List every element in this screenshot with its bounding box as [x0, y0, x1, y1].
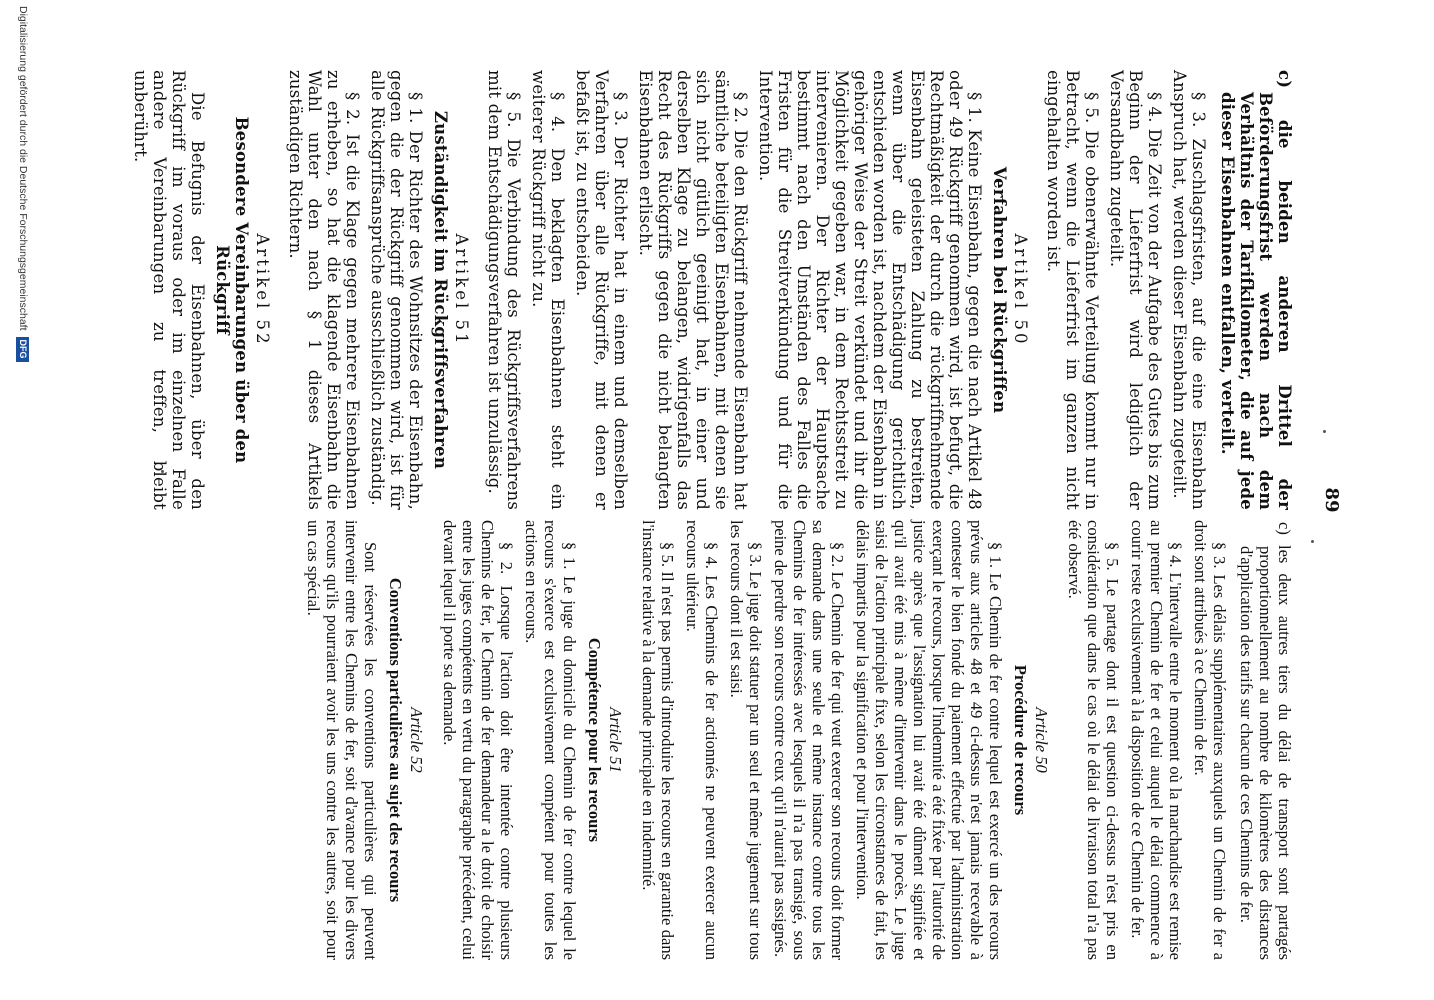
french-paragraph: § 5. Le partage dont il est question ci-dessus n'est pris en considération que dans le cas où le délai de livraison total n'a pas été observé.: [1065, 520, 1122, 960]
french-text-column: [298, 520, 1294, 960]
french-paragraph: § 4. L'intervalle entre le moment où la marchandise est remise au premier Chemin de fer et celui auquel le délai commence à courir reste exclusivement à la disposition de ce Chemin de fer.: [1128, 520, 1185, 960]
french-paragraph: § 5. Il n'est pas permis d'introduire les recours en garantie dans l'instance relative à la demande principale en indemnité.: [639, 520, 677, 960]
german-section-heading: Besondere Vereinbarungen über den Rückgriff: [213, 116, 251, 464]
french-paragraph: § 1. Le Chemin de fer contre lequel est exercé un des recours prévus aux articles 48 et 49 ci-dessus n'est jamais recevable à contester le bien fondé du paiement effectué par l'administration exerçant le recours, lorsque l'indemnité a été fixée par l'autorité de justice après que l'assignation lui avait été dûment signifiée et qu'il avait été mis à même d'intervenir dans le procès. Le juge saisi de l'action principale fixe, selon les circonstances de fait, les délais impartis pour la signification et pour l'intervention.: [853, 520, 1005, 960]
german-section-heading: Verfahren bei Rückgriffen: [990, 166, 1009, 414]
french-paragraph: § 3. Le juge doit statuer par un seul et même jugement sur tous les recours dont il est saisi.: [727, 520, 765, 960]
print-speck: [1323, 430, 1326, 433]
german-paragraph: § 5. Die obenerwähnte Verteilung kommt nur in Betracht, wenn die Lieferfrist im ganzen nicht eingehalten worden ist.: [1044, 70, 1101, 510]
german-paragraph: § 2. Die den Rückgriff nehmende Eisenbahn hat sämtliche beteiligten Eisenbahnen, mit denen sie sich nicht gütlich geeinigt hat, in einer und derselben Klage zu belangen, widrigenfalls das Recht des Rückgriffs gegen die nicht belangten Eisenbahnen erlischt.: [636, 70, 750, 510]
german-paragraph: § 5. Die Verbindung des Rückgriffsverfahrens mit dem Entschädigungsverfahren ist unzulässig.: [485, 70, 523, 510]
french-paragraph: § 2. Le Chemin de fer qui veut exercer son recours doit former sa demande dans une seule et même instance contre tous les Chemins de fer intéressés avec lesquels il n'a pas transigé, sous peine de perdre son recours contre ceux qu'il n'aurait pas assignés.: [771, 520, 847, 960]
french-paragraph: Sont réservées les conventions particulières qui peuvent intervenir entre les Chemins de fer, soit d'avance pour les divers recours qu'ils pourraient avoir les uns contre les autres, soit pour un cas spécial.: [304, 520, 380, 960]
french-paragraph: § 3. Les délais supplémentaires auxquels un Chemin de fer a droit sont attribués à ce Chemin de fer.: [1191, 520, 1229, 960]
digitization-credit: [12, 0, 34, 1000]
french-list-item: c) les deux autres tiers du délai de transport sont partagés proportionnellement au nombre de kilomètres des distances d'application des tarifs sur chacun de ces Chemins de fer.: [1237, 522, 1294, 960]
french-article-number: Article 51: [606, 707, 625, 773]
french-section-heading: Procédure de recours: [1011, 664, 1030, 816]
german-section-heading: Zuständigkeit im Rückgriffsverfahren: [431, 110, 450, 470]
german-paragraph: § 3. Der Richter hat in einem und demselben Verfahren über alle Rückgriffe, mit denen er befaßt ist, zu entscheiden.: [573, 70, 630, 510]
german-article-number: Artikel 52: [253, 233, 272, 347]
french-article-number: Article 50: [1032, 707, 1051, 773]
credit-text: Digitalisierung gefördert durch die Deutsche Forschungsgemeinschaft: [17, 6, 29, 331]
french-paragraph: § 2. Lorsque l'action doit être intentée contre plusieurs Chemins de fer, le Chemin de fer demandeur a le droit de choisir entre les juges compétents en vertu du paragraphe précédent, celui devant lequel il porte sa demande.: [440, 520, 516, 960]
german-paragraph: § 3. Zuschlagsfristen, auf die eine Eisenbahn Anspruch hat, werden dieser Eisenbahn zugeteilt.: [1170, 70, 1208, 510]
print-speck: [1311, 540, 1314, 543]
german-text-column: [125, 70, 1294, 510]
french-paragraph: § 1. Le juge du domicile du Chemin de fer contre lequel le recours s'exerce est exclusivement compétent pour toutes les actions en recours.: [522, 520, 579, 960]
german-paragraph: § 2. Ist die Klage gegen mehrere Eisenbahnen zu erheben, so hat die klagende Eisenbahn die Wahl unter den nach § 1 dieses Artikels zuständigen Richtern.: [286, 70, 362, 510]
french-section-heading: Conventions particulières au sujet des recours: [386, 577, 405, 903]
german-paragraph: § 1. Der Richter des Wohnsitzes der Eisenbahn, gegen die der Rückgriff genommen wird, ist für alle Rückgriffsansprüche ausschließlich zuständig.: [368, 70, 425, 510]
german-list-item: c) die beiden anderen Drittel der Beförderungsfrist werden nach dem Verhältnis der Tarifkilometer, die auf jede dieser Eisenbahnen entfallen, verteilt.: [1218, 70, 1294, 510]
german-paragraph: § 4. Den beklagten Eisenbahnen steht ein weiterer Rückgriff nicht zu.: [529, 70, 567, 510]
french-paragraph: § 4. Les Chemins de fer actionnés ne peuvent exercer aucun recours ultérieur.: [683, 520, 721, 960]
german-paragraph: § 1. Keine Eisenbahn, gegen die nach Artikel 48 oder 49 Rückgriff genommen wird, ist befugt, die Rechtmäßigkeit der durch die rückgriffnehmende Eisenbahn geleisteten Zahlung zu bestreiten, wenn über die Entschädigung gerichtlich entschieden worden ist, nachdem der Eisenbahn in gehöriger Weise der Streit verkündet und ihr die Möglichkeit gegeben war, in dem Rechtsstreit zu intervenieren. Der Richter der Hauptsache bestimmt nach den Umständen des Falles die Fristen für die Streitverkündung und für die Intervention.: [756, 70, 984, 510]
german-article-number: Artikel 50: [1011, 233, 1030, 347]
german-paragraph: Die Befugnis der Eisenbahnen, über den Rückgriff im voraus oder im einzelnen Falle andere Vereinbarungen zu treffen, bleibt unberührt.: [131, 70, 207, 510]
german-paragraph: § 4. Die Zeit von der Aufgabe des Gutes bis zum Beginn der Lieferfrist wird lediglich der Versandbahn zugeteilt.: [1107, 70, 1164, 510]
german-article-number: Artikel 51: [452, 233, 471, 347]
french-article-number: Article 52: [407, 707, 426, 773]
page-number: 89: [1321, 487, 1342, 513]
dfg-logo: DFG: [17, 337, 30, 362]
french-section-heading: Compétence pour les recours: [585, 637, 604, 843]
